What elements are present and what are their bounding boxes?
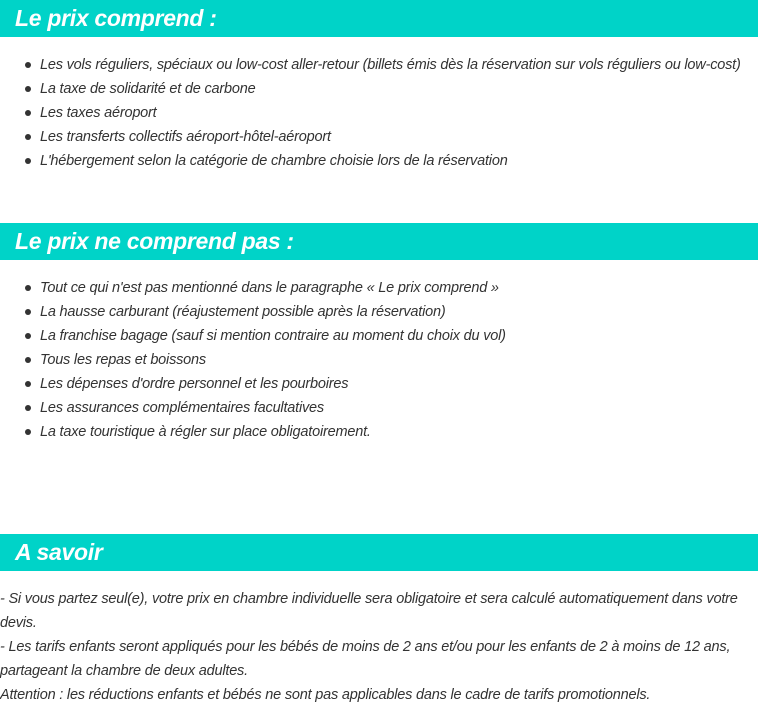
list-item-text: Tout ce qui n'est pas mentionné dans le paragraphe « Le prix comprend » <box>40 280 499 296</box>
bullet-icon <box>25 86 31 92</box>
list-item <box>0 77 758 101</box>
list-item <box>0 372 758 396</box>
list-item <box>0 125 758 149</box>
list-item <box>0 276 758 300</box>
list-item-text: Les taxes aéroport <box>40 105 157 121</box>
info-notes <box>0 587 755 707</box>
list-item <box>0 420 758 444</box>
section-header-included <box>0 0 758 37</box>
section-title-excluded: Le prix ne comprend pas : <box>15 228 294 254</box>
list-item-text: L'hébergement selon la catégorie de chambre choisie lors de la réservation <box>40 153 508 169</box>
list-item <box>0 324 758 348</box>
list-item-text: Les assurances complémentaires facultatives <box>40 400 324 416</box>
bullet-icon <box>25 381 31 387</box>
excluded-list <box>0 276 758 444</box>
info-note: - Si vous partez seul(e), votre prix en chambre individuelle sera obligatoire et sera calculé automatiquement dans votre devis. <box>0 591 738 631</box>
list-item <box>0 348 758 372</box>
bullet-icon <box>25 405 31 411</box>
section-title-info: A savoir <box>15 539 103 565</box>
section-header-info <box>0 534 758 571</box>
included-list <box>0 53 758 173</box>
list-item <box>0 101 758 125</box>
section-header-excluded <box>0 223 758 260</box>
bullet-icon <box>25 333 31 339</box>
section-title-included: Le prix comprend : <box>15 5 217 31</box>
bullet-icon <box>25 285 31 291</box>
list-item-text: Tous les repas et boissons <box>40 352 206 368</box>
list-item <box>0 300 758 324</box>
list-item-text: Les vols réguliers, spéciaux ou low-cost aller-retour (billets émis dès la réservation sur vols réguliers ou low-cost) <box>40 57 741 73</box>
bullet-icon <box>25 309 31 315</box>
bullet-icon <box>25 158 31 164</box>
bullet-icon <box>25 62 31 68</box>
info-note: - Les tarifs enfants seront appliqués pour les bébés de moins de 2 ans et/ou pour les enfants de 2 à moins de 12 ans, partageant la chambre de deux adultes. <box>0 639 731 679</box>
list-item-text: La franchise bagage (sauf si mention contraire au moment du choix du vol) <box>40 328 506 344</box>
list-item-text: La hausse carburant (réajustement possible après la réservation) <box>40 304 446 320</box>
list-item <box>0 149 758 173</box>
bullet-icon <box>25 429 31 435</box>
bullet-icon <box>25 134 31 140</box>
info-note: Attention : les réductions enfants et bébés ne sont pas applicables dans le cadre de tarifs promotionnels. <box>0 687 651 703</box>
bullet-icon <box>25 357 31 363</box>
bullet-icon <box>25 110 31 116</box>
list-item-text: Les transferts collectifs aéroport-hôtel-aéroport <box>40 129 331 145</box>
list-item-text: La taxe de solidarité et de carbone <box>40 81 256 97</box>
list-item <box>0 53 758 77</box>
list-item-text: La taxe touristique à régler sur place obligatoirement. <box>40 424 371 440</box>
list-item-text: Les dépenses d'ordre personnel et les pourboires <box>40 376 349 392</box>
list-item <box>0 396 758 420</box>
